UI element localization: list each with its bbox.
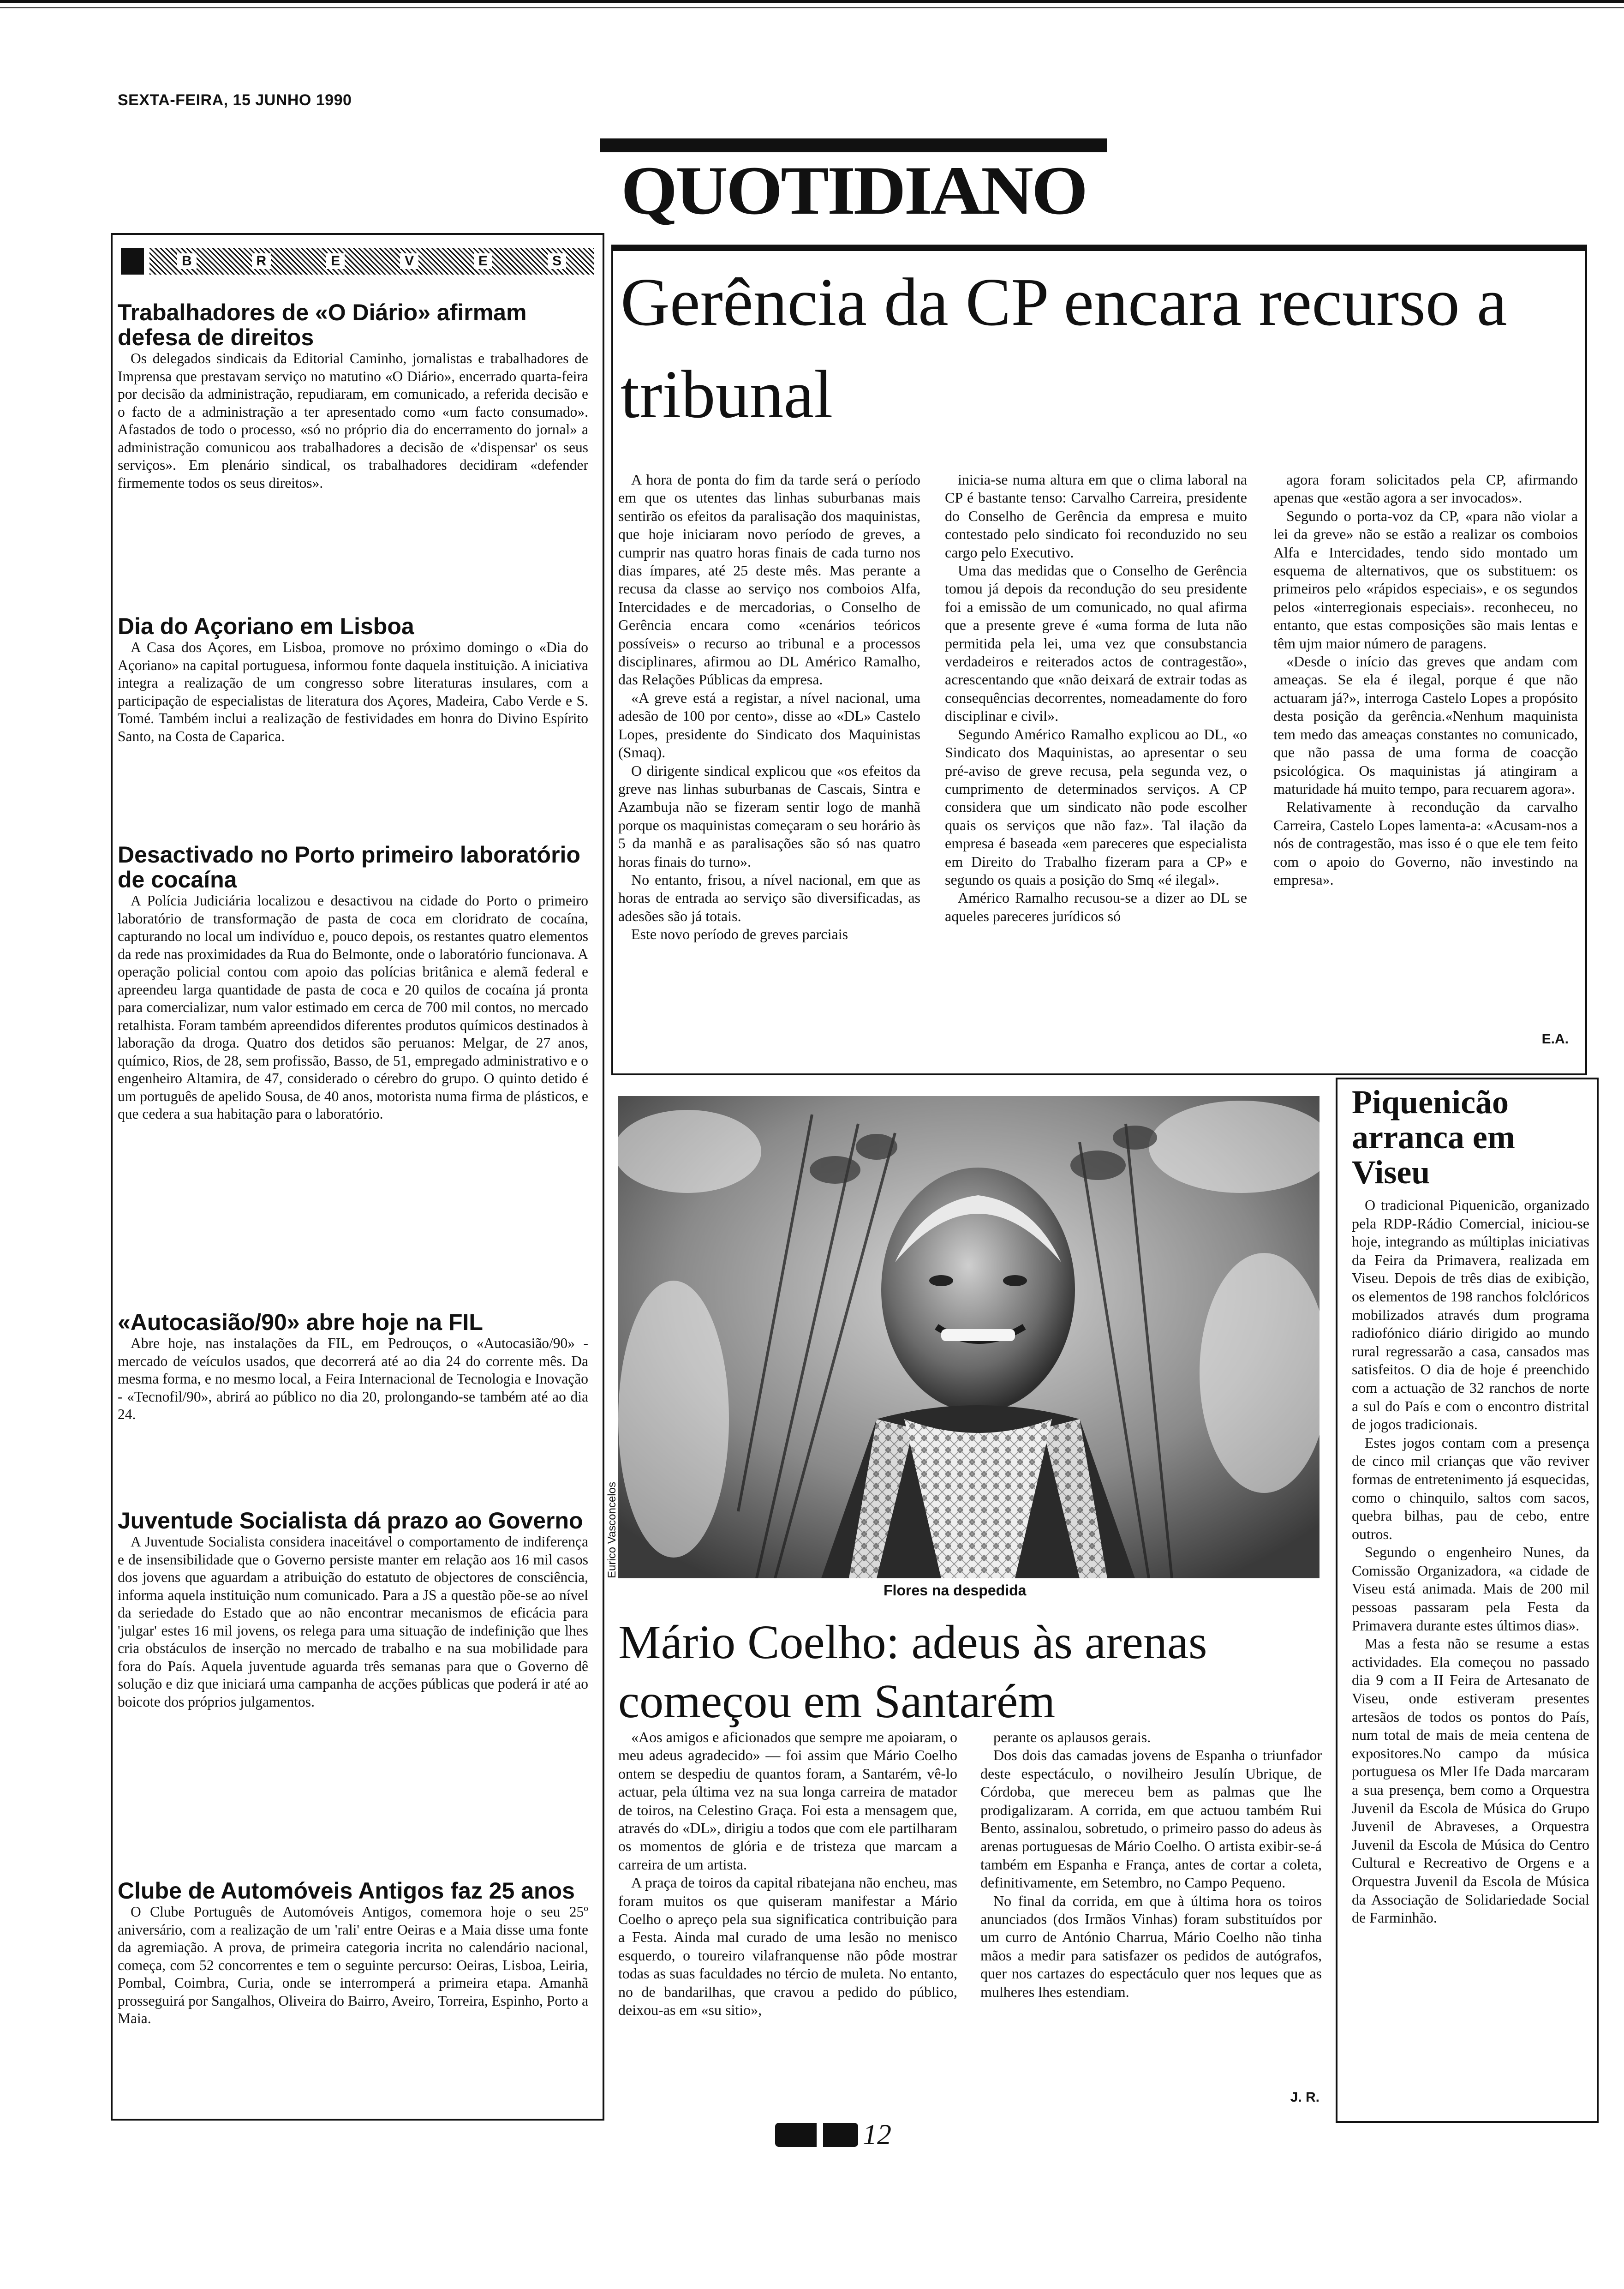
cp-signature: E.A. — [1541, 1031, 1569, 1047]
paragraph: No entanto, frisou, a nível nacional, em que as horas de entrada ao serviço são diversificadas, as adesões são já totais. — [618, 871, 920, 924]
viseu-headline: Piquenicão arranca em Viseu — [1352, 1084, 1515, 1191]
section-title: QUOTIDIANO — [621, 152, 1087, 229]
coelho-column-1 — [618, 1728, 957, 2019]
paragraph: perante os aplausos gerais. — [993, 1729, 1151, 1745]
cp-headline: Gerência da CP encara recurso a tribunal — [621, 264, 1507, 432]
photo-caption: Flores na despedida — [884, 1582, 1027, 1599]
top-border — [0, 0, 1624, 3]
paragraph: A hora de ponta do fim da tarde será o período em que os utentes das linhas suburbanas mais sentirão os efeitos da paralisação dos maquinistas, que hoje iniciaram novo período de greves, a cumprir nas quatro horas finais de cada turno nos dias ímpares, até 25 deste mês. Mas perante a recusa da classe ao serviço nos comboios Alfa, Intercidades e de mercadorias, o Conselho de Gerência encara como «cenários teóricos possíveis» o recurso ao tribunal e a processos disciplinares, afirmou ao DL Américo Ramalho, das Relações Públicas da empresa. — [618, 471, 920, 688]
breves-item-title: Desactivado no Porto primeiro laboratório de cocaína — [118, 842, 580, 893]
paragraph: «A greve está a registar, a nível nacional, uma adesão de 100 por cento», disse ao «DL» Castelo Lopes, presidente do Sindicato dos Maquinistas (Smaq). — [618, 689, 920, 761]
breves-item-body: A Juventude Socialista considera inaceitável o comportamento de indiferença e de insensibilidade que o Governo persiste manter em relação aos 16 mil casos dos jovens que aguardam a atribuição do estatuto de objectores de consciência, informa aquela instituição num comunicado. Para a JS a questão põe-se ao nível da seriedade do Estado que ao não encontrar mecanismos de eficácia para 'julgar' estes 16 mil jovens, os relega para uma situação de indefinição que lhes cria obstáculos de inserção no mercado de trabalho e na sua mobilidade para fora do País. Aquela juventude aguarda três semanas para que o Governo dê solução e diz que iniciará uma campanha de acções públicas que poderá ir até ao boicote dos próprios julgamentos. — [118, 1534, 588, 1710]
matador-photo — [618, 1096, 1320, 1578]
breves-item-title: Juventude Socialista dá prazo ao Governo — [118, 1508, 583, 1534]
breves-letter: E — [474, 253, 492, 269]
breves-item — [118, 1310, 588, 1424]
page-footer — [775, 2121, 891, 2149]
dl-logo — [775, 2123, 858, 2147]
breves-item-body: Abre hoje, nas instalações da FIL, em Pedrouços, o «Autocasião/90» - mercado de veículos usados, que decorrerá até ao dia 24 do corrente mês. Da mesma forma, e no mesmo local, a Feira Internacional de Tecnologia e Inovação - «Tecnofil/90», abrirá ao público no dia 20, prolongando-se também até ao dia 24. — [118, 1335, 588, 1422]
breves-label — [149, 248, 594, 275]
paragraph: agora foram solicitados pela CP, afirmando apenas que «estão agora a ser invocados». — [1273, 471, 1578, 506]
paragraph: Dos dois das camadas jovens de Espanha o triunfador deste espectáculo, o novilheiro Jesulín Ubrique, de Córdoba, que mereceu bem as palmas que lhe prodigalizaram. A corrida, em que actuou também Rui Bento, assinalou, sobretudo, o primeiro passo do adeus às arenas portuguesas de Mário Coelho. O artista exibir-se-á também em Espanha e França, antes de cortar a coleta, definitivamente, em Setembro, no Campo Pequeno. — [980, 1747, 1322, 1891]
breves-item — [118, 1508, 588, 1711]
paragraph: Relativamente à recondução da carvalho Carreira, Castelo Lopes lamenta-a: «Acusam-nos a nós de contragestão, mas isso é o que ele tem feito com o apoio do Governo, não investindo na empresa». — [1273, 798, 1578, 888]
breves-item — [118, 842, 588, 1123]
breves-item-title: «Autocasião/90» abre hoje na FIL — [118, 1309, 483, 1335]
paragraph: O dirigente sindical explicou que «os efeitos da greve nas linhas suburbanas de Cascais, Sintra e Azambuja não se fizeram sentir logo de manhã porque os maquinistas começaram o seu horário às 5 da manhã e as paralisações são só nas quatro horas finais do turno». — [618, 762, 920, 870]
paragraph: Segundo o engenheiro Nunes, da Comissão Organizadora, «a cidade de Viseu está animada. Mais de 200 mil pessoas passaram pela Festa da Primavera durante estes últimos dias». — [1352, 1544, 1589, 1634]
paragraph: Este novo período de greves parciais — [631, 926, 848, 943]
cp-column-3 — [1273, 471, 1578, 889]
breves-item — [118, 1878, 588, 2028]
section-masthead — [600, 138, 1107, 229]
paragraph: Mas a festa não se resume a estas actividades. Ela começou no passado dia 9 com a II Feira de Artesanato de Viseu, onde estiveram presentes artesãos de todos os pontos do País, num total de mais de meia centena de expositores.No campo da música portuguesa os Mler Ife Dada marcaram a sua presença, bem como a Orquestra Juvenil da Escola de Música do Grupo Juvenil de Abraveses, a Orquestra Juvenil da Escola de Música do Centro Cultural e Recreativo de Orgens e a Orquestra Juvenil da Escola de Música da Associação de Solidariedade Social de Farminhão. — [1352, 1635, 1589, 1926]
photo-credit: Eurico Vasconcelos — [606, 1482, 618, 1578]
paragraph: Segundo Américo Ramalho explicou ao DL, «o Sindicato dos Maquinistas, ao apresentar o seu pré-aviso de greve recusa, pela segunda vez, o cumprimento de determinados serviços. A CP considera que um sindicato não pode escolher quais os serviços que não faz». Tal ilação da empresa é baseada «em pareceres que especialista em Direito do Trabalho fizeram para a CP» e segundo os quais a posição do Smq «é ilegal». — [945, 725, 1247, 888]
breves-item-body: A Casa dos Açores, em Lisboa, promove no próximo domingo o «Dia do Açoriano» na capital portuguesa, informou fonte daquela instituição. A iniciativa integra a realização de um congresso sobre literaturas insulares, com a participação de especialistas de literatura dos Açores, Madeira, Cabo Verde e S. Tomé. Também inclui a realização de festividades em honra do Divino Espírito Santo, na Costa de Caparica. — [118, 639, 588, 744]
paragraph: Estes jogos contam com a presença de cinco mil crianças que vão reviver formas de entretenimento já esquecidas, como o chinquilo, saltos com sacos, quebra bilhas, pau de cebo, entre outros. — [1352, 1434, 1589, 1542]
breves-item-title: Dia do Açoriano em Lisboa — [118, 613, 414, 639]
breves-box — [111, 233, 604, 2121]
paragraph: inicia-se numa altura em que o clima laboral na CP é bastante tenso: Carvalho Carreira, presidente do Conselho de Gerência da empresa e muito contestado pelo sindicato foi reconduzido no seu cargo pelo Executivo. — [945, 471, 1247, 561]
coelho-headline: Mário Coelho: adeus às arenas começou em Santarém — [618, 1616, 1207, 1728]
coelho-column-2 — [980, 1728, 1322, 2001]
viseu-article — [1352, 1085, 1589, 1927]
paragraph: «Aos amigos e aficionados que sempre me apoiaram, o meu adeus agradecido» — foi assim que Mário Coelho ontem se despediu de quantos foram, a Santarém, vê-lo actuar, pela última vez na sua longa carreira de matador de toiros, na Celestino Graça. Foi esta a mensagem que, através do «DL», dirigiu a todos que com ele partilharam os momentos de glória e de tristeza que marcam a carreira de um artista. — [618, 1729, 957, 1873]
paragraph: «Desde o início das greves que andam com ameaças. Se ela é ilegal, porque é que não actuaram já?», interroga Castelo Lopes a propósito desta posição da gerência.«Nenhum maquinista tem medo das ameaças constantes no comunicado, que não passa de uma forma de coacção psicológica. Os maquinistas já atingiram a maturidade há muito tempo, para recuarem agora». — [1273, 653, 1578, 797]
breves-item-body: O Clube Português de Automóveis Antigos, comemora hoje o seu 25º aniversário, com a realização de um 'rali' entre Oeiras e a Maia disse uma fonte da agremiação. A prova, de primeira categoria incrita no calendário nacional, começa, com 52 concorrentes e tem o seguinte percurso: Oeiras, Lisboa, Leiria, Pombal, Coimbra, Curia, onde se interromperá a primeira etapa. Amanhã prosseguirá por Sangalhos, Oliveira do Bairro, Aveiro, Torreira, Espinho, Porto a Maia. — [118, 1904, 588, 2026]
breves-item — [118, 614, 588, 745]
breves-letter: R — [252, 253, 271, 269]
cp-column-2 — [945, 471, 1247, 925]
coelho-signature: J. R. — [1290, 2090, 1320, 2105]
breves-letter: S — [548, 253, 566, 269]
breves-item-title: Clube de Automóveis Antigos faz 25 anos — [118, 1878, 575, 1904]
page-number: 12 — [863, 2119, 891, 2151]
matador-photo-image — [618, 1096, 1320, 1578]
top-border-thin — [0, 7, 1624, 8]
page-date: SEXTA-FEIRA, 15 JUNHO 1990 — [118, 91, 352, 109]
breves-item-body: Os delegados sindicais da Editorial Caminho, jornalistas e trabalhadores de Imprensa que prestavam serviço no matutino «O Diário», encerrado quarta-feira por decisão da administração, repudiaram, em comunicado, a referida decisão e o facto de a administração a ter apresentado como «um facto consumado». Afastados de todo o processo, «só no próprio dia do encerramento do jornal» a administração comunicou aos trabalhadores a decisão de «'dispensar' os seus serviços». Em plenário sindical, os trabalhadores decidiram «defender firmemente todos os seus direitos». — [118, 350, 588, 491]
breves-letter: B — [177, 253, 197, 269]
paragraph: Américo Ramalho recusou-se a dizer ao DL se aqueles pareceres jurídicos só — [945, 889, 1247, 924]
breves-square-icon — [121, 248, 144, 275]
paragraph: A praça de toiros da capital ribatejana não encheu, mas foram muitos os que quiseram manifestar a Mário Coelho o apreço pela sua significatica contribuição para a Festa. Ainda mal curado de uma lesão no menisco esquerdo, o toureiro vilafranquense não pôde mostrar todas as suas faculdades no tércio de muleta. No entanto, no de bandarilhas, que cravou a pedido do público, deixou-as em «su sitio», — [618, 1874, 957, 2019]
breves-item-body: A Polícia Judiciária localizou e desactivou na cidade do Porto o primeiro laboratório de transformação de pasta de coca em cloridrato de cocaína, capturando no local um indivíduo e, pouco depois, os restantes quatro elementos da rede nas proximidades da Rua do Belmonte, onde o laboratório funcionava. A operação policial contou com apoio das polícias britânica e alemã federal e apreendeu larga quantidade de pasta de coca e 20 quilos de cocaína já pronta para comercializar, num valor estimado em cerca de 700 mil contos, no mercado retalhista. Foram também apreendidos diferentes produtos químicos destinados à laboração da droga. Quatro dos detidos são peruanos: Melgar, de 27 anos, químico, Rios, de 28, sem profissão, Basso, de 51, empregado administrativo e o engenheiro Altamira, de 47, considerado o cérebro do grupo. O quinto detido é um português de apelido Sousa, de 40 anos, motorista numa firma de plásticos, e que cedera a sua habitação para o laboratório. — [118, 893, 588, 1122]
breves-item — [118, 300, 588, 492]
paragraph: Uma das medidas que o Conselho de Gerência tomou já depois da recondução do seu presidente foi a emissão de um comunicado, no qual afirma que a presente greve é «uma forma de luta não permitida pela lei, uma vez que consubstancia verdadeiros e reiterados actos de contragestão», acrescentando que «não deixará de extrair todas as consequências decorrentes, nomeadamente do foro disciplinar e civil». — [945, 562, 1247, 725]
cp-column-1 — [618, 471, 920, 944]
breves-banner — [121, 247, 594, 276]
viseu-body — [1352, 1196, 1589, 1927]
breves-letter: E — [326, 253, 345, 269]
paragraph: Segundo o porta-voz da CP, «para não violar a lei da greve» não se estão a realizar os comboios Alfa e Intercidades, tendo sido montado um esquema de alternativos, que os substituem: os primeiros pelo «rápidos especiais», e os segundos pelos «interregionais especiais». reconheceu, no entanto, que estas composições são mais lentas e têm ujm maior número de paragens. — [1273, 507, 1578, 652]
paragraph: No final da corrida, em que à última hora os toiros anunciados (dos Irmãos Vinhas) foram substituídos por um curro de António Charrua, Mário Coelho não tinha mãos a medir para satisfazer os pedidos de autógrafos, quer nos cartazes do espectáculo quer nos leques que as mulheres lhes estendiam. — [980, 1892, 1322, 2000]
breves-item-title: Trabalhadores de «O Diário» afirmam defesa de direitos — [118, 300, 527, 350]
breves-letter: V — [400, 253, 418, 269]
paragraph: O tradicional Piquenicão, organizado pela RDP-Rádio Comercial, iniciou-se hoje, integrando as múltiplas iniciativas da Feira da Primavera, realizada em Viseu. Depois de três dias de exibição, os elementos de 198 ranchos folclóricos mobilizados através dum programa radiofónico diário dirigido ao mundo rural regressarão a casa, cansados mas satisfeitos. O dia de hoje é preenchido com a actuação de 32 ranchos de norte a sul do País e com o encontro distrital de jogos tradicionais. — [1352, 1197, 1589, 1433]
